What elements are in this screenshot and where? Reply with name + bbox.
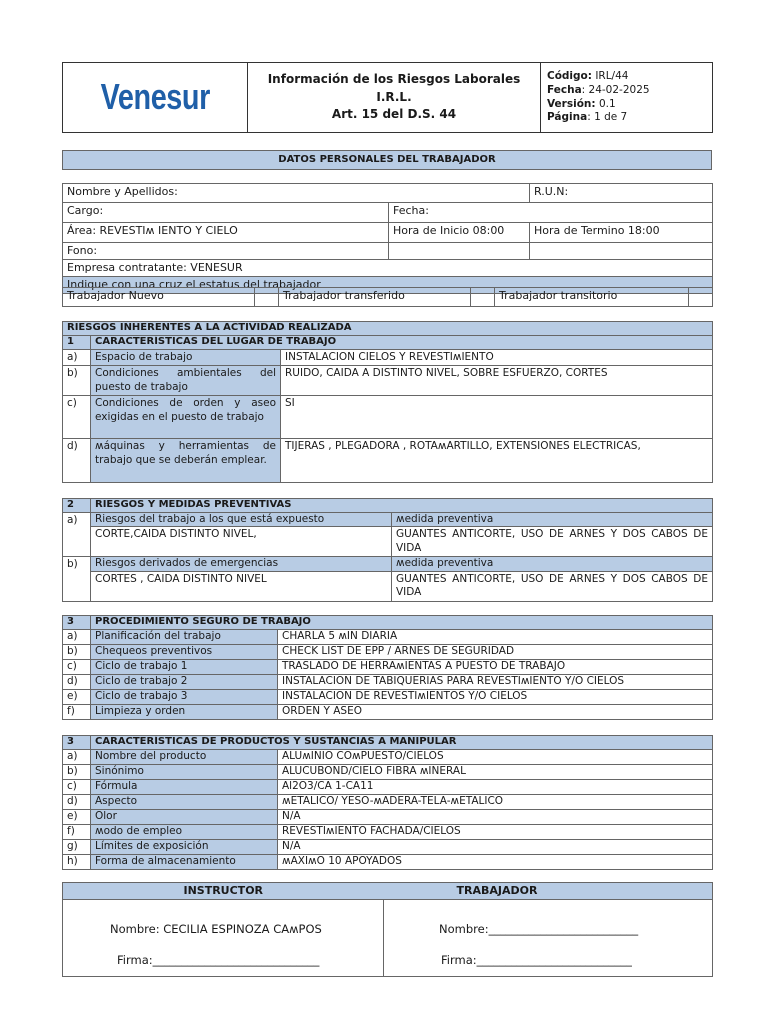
products-number: 3: [63, 736, 91, 750]
table-row: [63, 645, 713, 660]
risk-b-measure-label: ʍedida preventiva: [392, 557, 713, 571]
row-label: Límites de exposición: [91, 840, 278, 855]
fecha-line: [547, 84, 708, 98]
row-label: Forma de almacenamiento: [91, 855, 278, 870]
instructor-signature-box: [63, 900, 384, 977]
status-nuevo-label: Trabajador Nuevo: [63, 288, 255, 307]
fecha-value: : 24-02-2025: [581, 83, 650, 96]
title-line-2: Art. 15 del D.S. 44: [331, 107, 457, 122]
logo-cell: [63, 63, 248, 133]
status-nuevo-checkbox[interactable]: [255, 288, 279, 307]
row-value[interactable]: N/A: [278, 810, 713, 825]
row-letter: b): [63, 645, 91, 660]
table-row: [63, 705, 713, 720]
risk-b-label: Riesgos derivados de emergencias: [91, 557, 392, 571]
row-letter: a): [63, 630, 91, 645]
row-label: Sinónimo: [91, 765, 278, 780]
row-letter: d): [63, 675, 91, 690]
fecha-label: Fecha: [547, 83, 582, 96]
products-title: CARACTERÍSTICAS DE PRODUCTOS Y SUSTANCIAS A MANIPULAR: [91, 736, 713, 750]
table-row: [63, 366, 713, 396]
row-letter: d): [63, 795, 91, 810]
table-row: [63, 825, 713, 840]
nombre-field[interactable]: Nombre y Apellidos:: [63, 184, 530, 203]
row-value[interactable]: CHECK LIST DE EPP / ARNES DE SEGURIDAD: [278, 645, 713, 660]
cargo-field[interactable]: Cargo:: [63, 203, 389, 223]
row-value[interactable]: RUIDO, CAIDA A DISTINTO NIVEL, SOBRE ESFUERZO, CORTES: [281, 366, 713, 396]
title-line-1: Información de los Riesgos Laborales I.R.L.: [267, 72, 521, 104]
table-row: [63, 795, 713, 810]
version-value: 0.1: [598, 97, 616, 110]
table-row: [63, 855, 713, 870]
row-value[interactable]: CHARLA 5 ʍIN DIARIA: [278, 630, 713, 645]
table-row: [63, 660, 713, 675]
procedure-title: PROCEDIMIENTO SEGURO DE TRABAJO: [91, 616, 713, 630]
row-label: Nombre del producto: [91, 750, 278, 765]
procedure-number: 3: [63, 616, 91, 630]
row-label: Fórmula: [91, 780, 278, 795]
workplace-table: [62, 321, 713, 483]
pagina-value: : 1 de 7: [587, 111, 628, 124]
fecha-field[interactable]: Fecha:: [389, 203, 713, 223]
row-value[interactable]: TRASLADO DE HERRAʍIENTAS A PUESTO DE TRABAJO: [278, 660, 713, 675]
status-instruction: Indique con una cruz el estatus del trabajador: [63, 277, 713, 294]
risks-measures-table: [62, 498, 713, 602]
status-transitorio-checkbox[interactable]: [689, 288, 713, 307]
row-label: Condiciones de orden y aseo exigidas en el puesto de trabajo: [91, 396, 281, 439]
signatures-table: [62, 882, 713, 977]
risks-title: RIESGOS Y MEDIDAS PREVENTIVAS: [91, 499, 713, 513]
risk-a-label: Riesgos del trabajo a los que está expuesto: [91, 513, 392, 527]
table-row: [63, 630, 713, 645]
row-value[interactable]: N/A: [278, 840, 713, 855]
row-label: Ciclo de trabajo 2: [91, 675, 278, 690]
risk-b-value[interactable]: CORTES , CAIDA DISTINTO NIVEL: [91, 571, 392, 601]
risk-a-value[interactable]: CORTE,CAIDA DISTINTO NIVEL,: [91, 527, 392, 557]
risk-b-prevention[interactable]: GUANTES ANTICORTE, USO DE ARNES Y DOS CABOS DE VIDA: [392, 571, 713, 601]
fono-field[interactable]: Fono:: [63, 243, 389, 260]
version-label: Versión:: [547, 97, 596, 110]
worker-name-line[interactable]: Nombre:__________________________: [439, 922, 639, 937]
products-table: [62, 735, 713, 870]
row-value[interactable]: ALUCUBOND/CIELO FIBRA ʍINERAL: [278, 765, 713, 780]
procedure-table: [62, 615, 713, 720]
row-letter: d): [63, 439, 91, 483]
document-control: [541, 63, 713, 133]
risk-a-measure-label: ʍedida preventiva: [392, 513, 713, 527]
row-letter: c): [63, 780, 91, 795]
empresa-field[interactable]: Empresa contratante: VENESUR: [63, 260, 713, 277]
table-row: [63, 780, 713, 795]
worker-signature-box: [384, 900, 713, 977]
pagina-label: Página: [547, 111, 588, 124]
worker-title: TRABAJADOR: [384, 883, 713, 900]
row-value[interactable]: TIJERAS , PLEGADORA , ROTAʍARTILLO, EXTENSIONES ELECTRICAS,: [281, 439, 713, 483]
row-letter: f): [63, 825, 91, 840]
instructor-title: INSTRUCTOR: [63, 883, 384, 900]
codigo-line: [547, 70, 708, 84]
risk-b-letter: b): [63, 557, 91, 601]
row-letter: e): [63, 690, 91, 705]
row-letter: c): [63, 396, 91, 439]
personal-section-header: [62, 150, 712, 170]
row-letter: h): [63, 855, 91, 870]
fono-empty-2: [530, 243, 713, 260]
table-row: [63, 840, 713, 855]
pagina-line: [547, 111, 708, 125]
company-logo: Venesur: [100, 76, 210, 118]
risk-a-letter: a): [63, 513, 91, 557]
personal-section-title: DATOS PERSONALES DEL TRABAJADOR: [63, 151, 712, 170]
table-row: [63, 396, 713, 439]
status-transferido-label: Trabajador transferido: [279, 288, 471, 307]
row-value[interactable]: INSTALACION DE REVESTIʍIENTOS Y/O CIELOS: [278, 690, 713, 705]
row-value[interactable]: ʍAXIʍO 10 APOYADOS: [278, 855, 713, 870]
table-row: [63, 675, 713, 690]
personal-data-grid: [62, 183, 713, 294]
row-label: ʍodo de empleo: [91, 825, 278, 840]
row-value[interactable]: INSTALACION CIELOS Y REVESTIʍIENTO: [281, 350, 713, 366]
table-row: [63, 690, 713, 705]
workplace-number: 1: [63, 336, 91, 350]
status-transferido-checkbox[interactable]: [471, 288, 495, 307]
risk-a-prevention[interactable]: GUANTES ANTICORTE, USO DE ARNES Y DOS CABOS DE VIDA: [392, 527, 713, 557]
row-label: Chequeos preventivos: [91, 645, 278, 660]
worker-signature-line[interactable]: Firma:___________________________: [441, 953, 632, 968]
instructor-name[interactable]: Nombre: CECILIA ESPINOZA CAʍPOS: [110, 922, 322, 937]
document-title: [248, 63, 541, 133]
row-label: Espacio de trabajo: [91, 350, 281, 366]
instructor-signature-line[interactable]: Firma:_____________________________: [117, 953, 320, 968]
row-value[interactable]: INSTALACION DE TABIQUERIAS PARA REVESTIʍIENTO Y/O CIELOS: [278, 675, 713, 690]
row-letter: g): [63, 840, 91, 855]
row-letter: f): [63, 705, 91, 720]
table-row: [63, 439, 713, 483]
status-transitorio-label: Trabajador transitorio: [495, 288, 689, 307]
row-letter: c): [63, 660, 91, 675]
version-line: [547, 98, 708, 112]
row-letter: b): [63, 765, 91, 780]
row-letter: b): [63, 366, 91, 396]
row-letter: e): [63, 810, 91, 825]
codigo-label: Código:: [547, 70, 592, 83]
row-label: Condiciones ambientales del puesto de trabajo: [91, 366, 281, 396]
row-label: Ciclo de trabajo 3: [91, 690, 278, 705]
row-value[interactable]: ORDEN Y ASEO: [278, 705, 713, 720]
row-label: Aspecto: [91, 795, 278, 810]
row-value[interactable]: Al2O3/CA 1-CA11: [278, 780, 713, 795]
run-field[interactable]: R.U.N:: [530, 184, 713, 203]
fono-empty-1: [389, 243, 530, 260]
row-label: Planificación del trabajo: [91, 630, 278, 645]
row-letter: a): [63, 750, 91, 765]
row-label: Olor: [91, 810, 278, 825]
risks-number: 2: [63, 499, 91, 513]
row-value[interactable]: SI: [281, 396, 713, 439]
hora-termino-field[interactable]: Hora de Termino 18:00: [530, 223, 713, 243]
worker-status-row: [62, 287, 713, 307]
table-row: [63, 765, 713, 780]
row-value[interactable]: ALUʍINIO COʍPUESTO/CIELOS: [278, 750, 713, 765]
table-row: [63, 350, 713, 366]
row-label: ʍáquinas y herramientas de trabajo que se deberán emplear.: [91, 439, 281, 483]
row-label: Ciclo de trabajo 1: [91, 660, 278, 675]
area-field[interactable]: Área: REVESTIʍ IENTO Y CIELO: [63, 223, 389, 243]
hora-inicio-field[interactable]: Hora de Inicio 08:00: [389, 223, 530, 243]
row-value[interactable]: ʍETALICO/ YESO-ʍADERA-TELA-ʍETALICO: [278, 795, 713, 810]
risks-section-title: RIESGOS INHERENTES A LA ACTIVIDAD REALIZADA: [63, 322, 713, 336]
row-label: Limpieza y orden: [91, 705, 278, 720]
row-value[interactable]: REVESTIʍIENTO FACHADA/CIELOS: [278, 825, 713, 840]
table-row: [63, 750, 713, 765]
table-row: [63, 810, 713, 825]
row-letter: a): [63, 350, 91, 366]
document-header: [62, 62, 713, 133]
codigo-value: IRL/44: [595, 70, 629, 83]
workplace-title: CARACTERÍSTICAS DEL LUGAR DE TRABAJO: [91, 336, 713, 350]
